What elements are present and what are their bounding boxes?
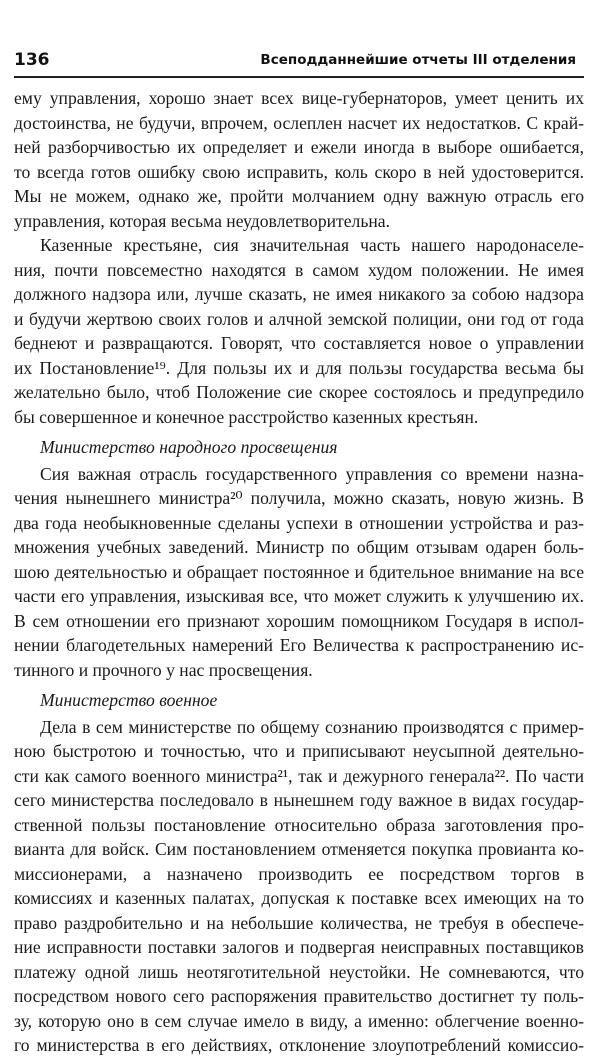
text-line: части его управления, изыскивая все, что может служить к улучшению их. — [14, 586, 584, 606]
text-line: и будучи жертвою своих голов и алчной земской полиции, они год от года — [14, 308, 584, 329]
text-line: управления, которая весьма неудовлетворительна. — [14, 210, 390, 231]
text-line: нении благодетельных намерений Его Величества к распространению ис- — [14, 635, 584, 655]
text-line: Мы не можем, однако же, пройти молчанием одну важную отрасль его — [14, 186, 584, 206]
paragraph — [14, 462, 584, 683]
text-line: их Постановление¹⁹. Для пользы их и для пользы государства весьма бы — [14, 357, 584, 378]
text-line: платежу одной лишь неотяготительной неустойки. Не сомневаются, что — [14, 961, 584, 982]
text-line: ния, почти повсеместно находятся в самом худом положении. Не имея — [14, 259, 584, 280]
text-line: миссионерами, а назначено производить ее посредством торгов в — [14, 863, 584, 884]
text-line: должного надзора или, лучше сказать, не имея никакого за собою надзора — [14, 284, 584, 304]
text-line: го министерства в его действиях, отклонение злоупотреблений комиссио- — [14, 1035, 584, 1055]
text-line: посредством нового сего распоряжения правительство достигнет ту поль- — [14, 986, 584, 1006]
text-line: то всегда готов ошибку свою исправить, коль скоро в ней удостоверится. — [14, 161, 584, 182]
text-line: беднеют и развращаются. Говорят, что составляется новое о управлении — [14, 333, 584, 353]
paragraph — [14, 86, 584, 233]
section-subheading: Министерство народного просвещения — [40, 437, 338, 457]
text-line: Дела в сем министерстве по общему сознанию производятся с пример- — [40, 716, 584, 737]
text-line: вианта для войск. Сим постановлением отменяется покупка провианта ко- — [14, 839, 584, 859]
text-line: Казенные крестьяне, сия значительная часть нашего народонаселе- — [40, 235, 584, 255]
text-line: шою деятельностью и обращает постоянное и бдительное внимание на все — [14, 561, 584, 582]
running-title: Всеподданнейшие отчеты III отделения — [260, 52, 576, 68]
text-line: достоинства, не будучи, впрочем, ослеплен насчет их недостатков. С край- — [14, 112, 584, 133]
text-line: зу, которую оно в сем случае имело в виду, а именно: облегчение военно- — [14, 1010, 584, 1031]
section-subheading: Министерство военное — [40, 690, 218, 710]
text-line: сего министерства последовало в нынешнем году важное в видах государ- — [14, 790, 584, 810]
text-line: чения нынешнего министра²⁰ получила, можно сказать, новую жизнь. В — [14, 488, 584, 508]
text-line: тинного и прочного у нас просвещения. — [14, 659, 313, 680]
text-line: бы совершенное и конечное расстройство казенных крестьян. — [14, 406, 479, 427]
page-number: 136 — [14, 50, 50, 70]
header-rule — [14, 76, 584, 78]
text-line: множения учебных заведений. Министр по общим отзывам одарен боль- — [14, 537, 584, 557]
text-line: право раздробительно и на небольшие количества, не требуя в обеспече- — [14, 912, 584, 933]
text-line: два года необыкновенные сделаны успехи в отношении устройства и раз- — [14, 512, 584, 533]
text-line: ною быстротою и точностью, что и приписывают неусыпной деятельно- — [14, 741, 584, 761]
text-line: ственной пользы постановление относительно образа заготовления про- — [14, 814, 584, 835]
text-line: ние исправности поставки залогов и подвергая неисправных поставщиков — [14, 937, 584, 957]
page-header — [14, 46, 584, 74]
paragraph — [14, 233, 584, 429]
text-line: сти как самого военного министра²¹, так и дежурного генерала²². По части — [14, 765, 584, 786]
paragraph — [14, 715, 584, 1058]
text-line: В сем отношении его признают хорошим помощником Государя в испол- — [14, 610, 584, 631]
text-line: Сия важная отрасль государственного управления со времени назна- — [40, 463, 584, 484]
text-line: ней разборчивостью их определяет и ежели иногда в выборе ошибается, — [14, 137, 584, 157]
text-line: ему управления, хорошо знает всех вице-губернаторов, умеет ценить их — [14, 88, 584, 108]
body-text — [14, 86, 584, 1058]
text-line: комиссиях и казенных палатах, допуская к поставке всех имеющих на то — [14, 888, 584, 908]
text-line: желательно было, чтоб Положение сие скорее состоялось и предупредило — [14, 382, 584, 402]
